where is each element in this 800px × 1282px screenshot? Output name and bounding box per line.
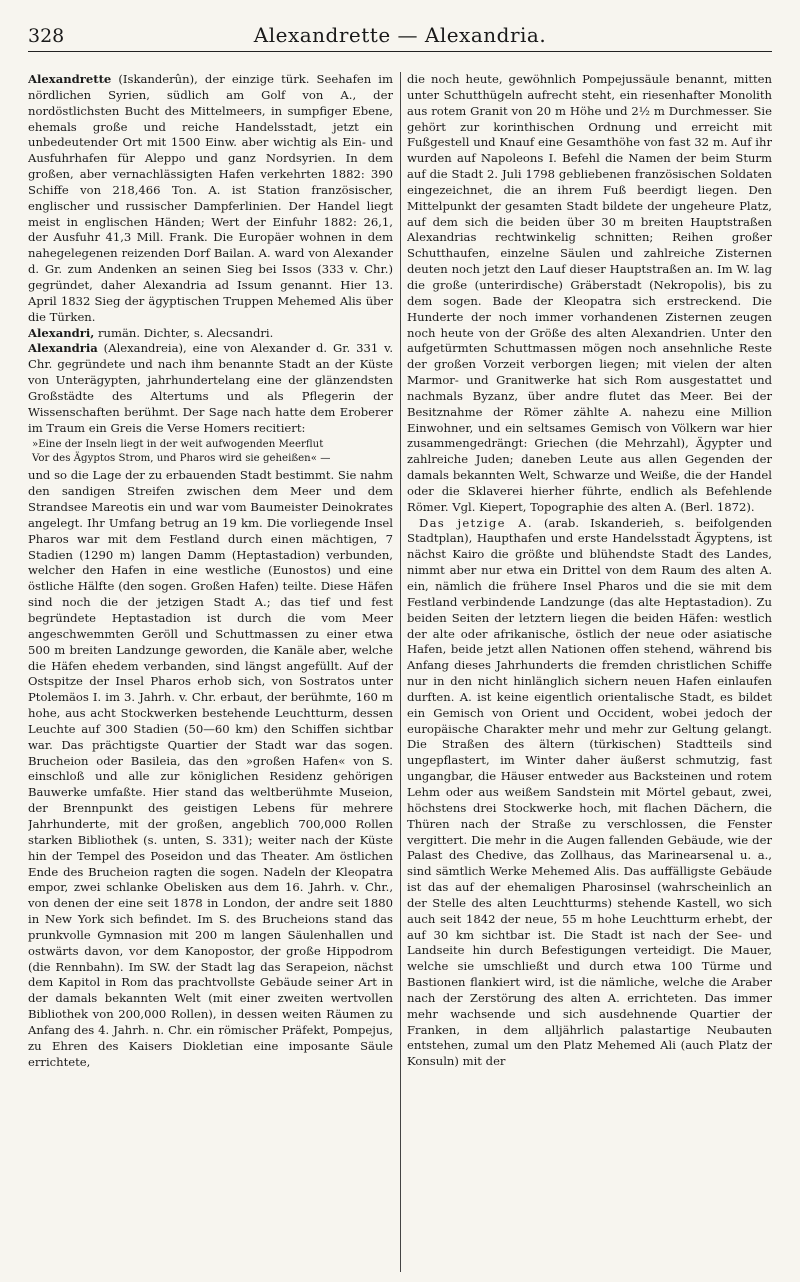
ancient-alexandria-paragraph: die noch heute, gewöhnlich Pompejussäule benannt, mitten unter Schutthügeln aufrecht steht, ein riesenhafter Monolith aus rotem Granit von 20 m Höhe und 2½ m Durchmesser. Sie gehört zur korinthischen Ordnung und erreicht mit Fußgestell und Knauf eine Gesamthöhe von fast 32 m. Auf ihr wurden auf Napoleons I. Befehl die Namen der beim Sturm auf die Stadt 2. Juli 1798 gebliebenen französischen Soldaten eingezeichnet, die an ihrem Fuß beerdigt liegen. Den Mittelpunkt der gesamten Stadt bildete der ungeheure Platz, auf dem sich die beiden über 30 m breiten Hauptstraßen Alexandrias rechtwinkelig schnitten; Reihen großer Schutthaufen, einzelne Säulen und zahlreiche Zisternen deuten noch jetzt den Lauf dieser Hauptstraßen an. Im W. lag die große (unterirdische) Gräberstadt (Nekropolis), bis zu dem sogen. Bade der Kleopatra sich erstreckend. Die Hunderte der noch immer vorhandenen Zisternen zeugen noch heute von der Größe des alten Alexandrien. Unter den aufgetürmten Schuttmassen mögen noch ansehnliche Reste der großen Vorzeit verborgen liegen; mit vielen der alten Marmor- und Granitwerke hat sich Rom ausgestattet und nachmals Byzanz, über andre flutet das Meer. Bei der Besitznahme der Römer zählte A. nahezu eine Million Einwohner, und ein seltsames Gemisch von Völkern war hier zusammengedrängt: Griechen (die Mehrzahl), Ägypter und zahlreiche Juden; daneben Leute aus allen Gegenden der damals bekannten Welt, Schwarze und Weiße, die der Handel oder die Sklaverei hierher führte, endlich als Befehlende Römer. Vgl. Kiepert, Topographie des alten A. (Berl. 1872). — [407, 72, 772, 514]
running-title: Alexandrette — Alexandria. — [253, 23, 547, 47]
modern-alexandria-paragraph — [407, 516, 772, 1071]
entry-alexandria-continued: und so die Lage der zu erbauenden Stadt bestimmt. Sie nahm den sandigen Streifen zwischen dem Meer und dem Strandsee Mareotis ein und war vom Baumeister Deinokrates angelegt. Ihr Umfang betrug an 19 km. Die vorliegende Insel Pharos war mit dem Festland durch einen mächtigen, 7 Stadien (1290 m) langen Damm (Heptastadion) verbunden, welcher den Hafen in eine westliche (Eunostos) und eine östliche Hälfte (den sogen. Großen Hafen) teilte. Diese Häfen sind noch die der jetzigen Stadt A.; das tief und fest begründete Heptastadion ist durch die vom Meer angeschwemmten Geröll und Schuttmassen zu einer etwa 500 m breiten Landzunge geworden, die Kanäle aber, welche die Häfen ehedem verbanden, sind längst angefüllt. Auf der Ostspitze der Insel Pharos erhob sich, von Sostratos unter Ptolemäos I. im 3. Jahrh. v. Chr. erbaut, der berühmte, 160 m hohe, aus acht Stockwerken bestehende Leuchtturm, dessen Leuchte auf 300 Stadien (50—60 km) den Schiffen sichtbar war. Das prächtigste Quartier der Stadt war das sogen. Brucheion oder Basileia, das den »großen Hafen« von S. einschloß und alle zur königlichen Residenz gehörigen Bauwerke umfaßte. Hier stand das weltberühmte Museion, der Brennpunkt des geistigen Lebens für mehrere Jahrhunderte, mit der großen, angeblich 700,000 Rollen starken Bibliothek (s. unten, S. 331); weiter nach der Küste hin der Tempel des Poseidon und das Theater. Am östlichen Ende des Brucheion ragten die sogen. Nadeln der Kleopatra empor, zwei schlanke Obelisken aus dem 16. Jahrh. v. Chr., von denen der eine seit 1878 in London, der andre seit 1880 in New York sich befindet. Im S. des Brucheions stand das prunkvolle Gymnasion mit 200 m langen Säulenhallen und ostwärts davon, vor dem Kanopostor, der große Hippodrom (die Rennbahn). Im SW. der Stadt lag das Serapeion, nächst dem Kapitol in Rom das prachtvollste Gebäude seiner Art in der damals bekannten Welt (mit einer zweiten wertvollen Bibliothek von 200,000 Rollen), in dessen weiten Räumen zu Anfang des 4. Jahrh. n. Chr. ein römischer Präfekt, Pompejus, zu Ehren des Kaisers Diokletian eine imposante Säule errichtete, — [28, 468, 393, 1069]
headword-alexandria: Alexandria — [28, 341, 98, 356]
page-header — [28, 18, 772, 52]
headword-alexandri: Alexandri, — [28, 325, 95, 340]
entry-alexandrette-text: (Iskanderûn), der einzige türk. Seehafen im nördlichen Syrien, südlich am Golf von A., der nordöstlichsten Bucht des Mittelmeers, in sumpfiger Ebene, ehemals große und reiche Handelsstadt, jetzt ein unbedeutender Ort mit 1500 Einw. aber wichtig als Ein- und Ausfuhrhafen für Aleppo und ganz Nordsyrien. In dem großen, aber vernachlässigten Hafen verkehrten 1882: 390 Schiffe von 218,466 Ton. A. ist Station französischer, englischer und russischer Dampferlinien. Der Handel liegt meist in englischen Händen; Wert der Einfuhr 1882: 26,1, der Ausfuhr 41,3 Mill. Frank. Die Europäer wohnen in dem nahegelegenen reizenden Dorf Bailan. A. ward von Alexander d. Gr. zum Andenken an seinen Sieg bei Issos (333 v. Chr.) gegründet, daher Alexandria ad Issum genannt. Hier 13. April 1832 Sieg der ägyptischen Truppen Mehemed Alis über die Türken. — [28, 72, 393, 324]
right-column — [407, 72, 772, 1282]
modern-alexandria-text: (arab. Iskanderieh, s. beifolgenden Stadtplan), Haupthafen und erste Handelsstadt Ägyptens, ist nächst Kairo die größte und blühendste Stadt des Landes, nimmt aber nur etwa ein Drittel von dem Raum des alten A. ein, nämlich die frühere Insel Pharos und die sie mit dem Festland verbindende Landzunge (das alte Heptastadion). Zu beiden Seiten der letztern liegen die beiden Häfen: westlich der alte oder afrikanische, östlich der neue oder asiatische Hafen, beide jetzt allen Nationen offen stehend, während bis Anfang dieses Jahrhunderts die fremden christlichen Schiffe nur in den nicht hinlänglich sichern neuen Hafen einlaufen durften. A. ist keine eigentlich orientalische Stadt, es bildet ein Gemisch von Orient und Occident, wobei jedoch der europäische Charakter mehr und mehr zur Geltung gelangt. Die Straßen des ältern (türkischen) Stadtteils sind ungepflastert, im Winter daher äußerst schmutzig, fast ungangbar, die Häuser entweder aus Backsteinen und rotem Lehm oder aus weißem Sandstein mit Mörtel gebaut, zwei, höchstens drei Stockwerke hoch, mit flachen Dächern, die Thüren nach der Straße zu verschlossen, die Fenster vergittert. Die mehr in die Augen fallenden Gebäude, wie der Palast des Chedive, das Zollhaus, das Marinearsenal u. a., sind sämtlich Werke Mehemed Alis. Das auffälligste Gebäude ist das auf der ehemaligen Pharosinsel (wahrscheinlich an der Stelle des alten Leuchtturms) stehende Kastell, wo sich auch seit 1842 der neue, 55 m hohe Leuchtturm erhebt, der auf 30 km sichtbar ist. Die Stadt ist nach der See- und Landseite hin durch Befestigungen verteidigt. Die Mauer, welche sie umschließt und durch etwa 100 Türme und Bastionen flankiert wird, ist die nämliche, welche die Araber nach der Zerstörung des alten A. errichteten. Das immer mehr wachsende und sich ausdehnende Quartier der Franken, in dem alljährlich palastartige Neubauten entstehen, zumal um den Platz Mehemed Ali (auch Platz der Konsuln) mit der — [407, 515, 772, 1069]
quote-line-2: Vor des Ägyptos Strom, und Pharos wird sie geheißen« — — [32, 453, 331, 465]
entry-alexandria — [28, 341, 393, 436]
entry-alexandri — [28, 326, 393, 342]
entry-alexandrette — [28, 72, 393, 326]
page-number: 328 — [28, 25, 65, 47]
text-columns — [28, 72, 772, 1282]
entry-alexandri-text: rumän. Dichter, s. Alecsandri. — [94, 325, 274, 340]
entry-alexandria-text: (Alexandreia), eine von Alexander d. Gr. 331 v. Chr. gegründete und nach ihm benannte Stadt an der Küste von Unterägypten, jahrhundertelang eine der glänzendsten Großstädte des Altertums und als Pflegerin der Wissenschaften berühmt. Der Sage nach hatte dem Eroberer im Traum ein Greis die Verse Homers recitiert: — [28, 341, 393, 435]
column-divider — [400, 72, 401, 1272]
headword-alexandrette: Alexandrette — [28, 72, 112, 86]
quote-line-1: »Eine der Inseln liegt in der weit aufwogenden Meerflut — [32, 439, 324, 451]
left-column — [28, 72, 393, 1282]
modern-alexandria-lead: Das jetzige A. — [419, 515, 533, 530]
homer-quote — [32, 438, 393, 466]
